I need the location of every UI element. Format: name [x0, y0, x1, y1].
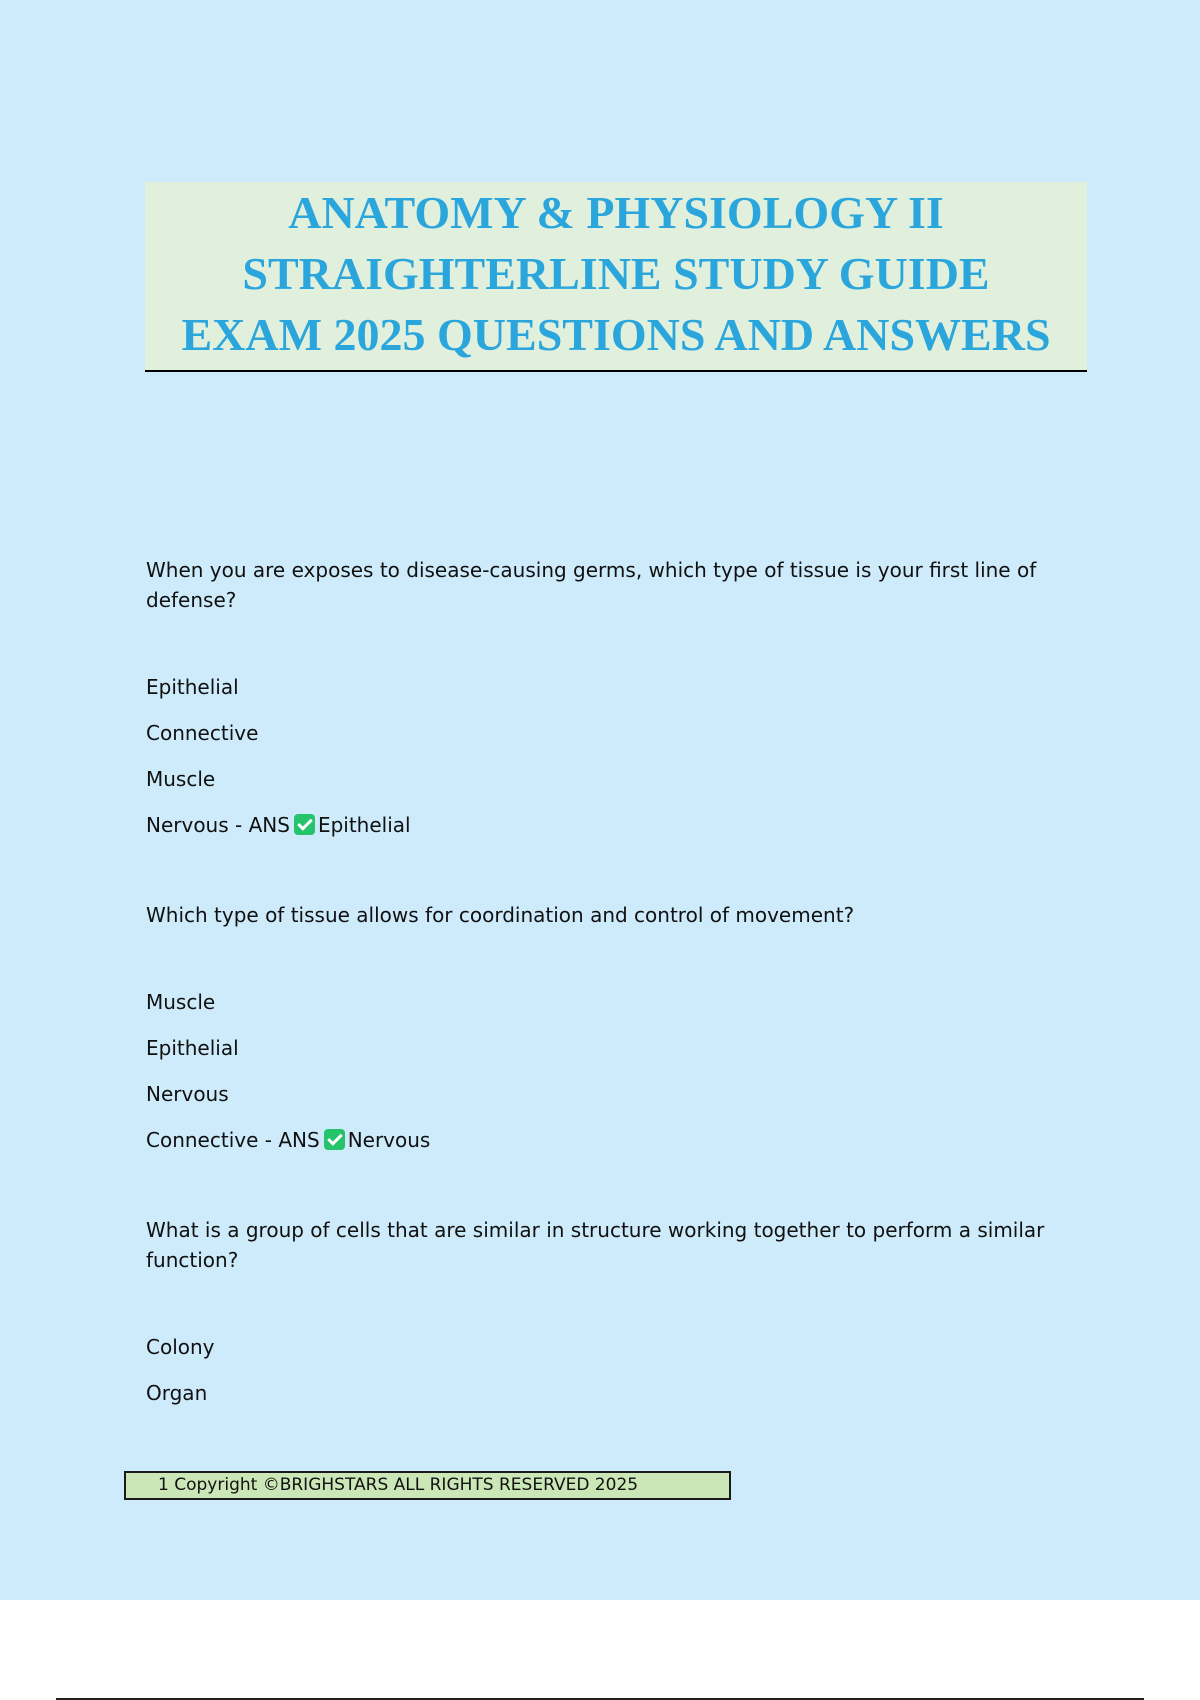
- question-text: Which type of tissue allows for coordination and control of movement?: [146, 903, 855, 927]
- question-block-2: [146, 900, 1046, 1155]
- answer-line: [146, 810, 1046, 840]
- option-item: Colony: [146, 1335, 215, 1359]
- option-item: Epithelial: [146, 675, 239, 699]
- check-mark-icon: [294, 814, 315, 835]
- title-line-2: STRAIGHTERLINE STUDY GUIDE: [242, 248, 990, 299]
- option-item: Nervous: [146, 813, 229, 837]
- questions-list: [146, 555, 1046, 1424]
- option-item: Organ: [146, 1381, 208, 1405]
- question-block-1: [146, 555, 1046, 840]
- copyright-footer: [124, 1471, 731, 1500]
- question-text: What is a group of cells that are similar in structure working together to perform a similar function?: [146, 1218, 1045, 1272]
- options-list: [146, 672, 1046, 840]
- question-text: When you are exposes to disease-causing germs, which type of tissue is your first line of defense?: [146, 558, 1037, 612]
- check-mark-icon: [324, 1129, 345, 1150]
- question-block-3: [146, 1215, 1046, 1408]
- option-item: Nervous: [146, 1082, 229, 1106]
- title-banner: [145, 182, 1087, 372]
- answer-line: [146, 1125, 1046, 1155]
- option-item: Muscle: [146, 990, 216, 1014]
- options-list: [146, 1332, 1046, 1408]
- answer-marker: - ANS: [235, 813, 290, 837]
- title-line-3: EXAM 2025 QUESTIONS AND ANSWERS: [181, 309, 1051, 360]
- title-line-1: ANATOMY & PHYSIOLOGY II: [288, 187, 944, 238]
- answer-text: Epithelial: [317, 813, 411, 837]
- option-item: Connective: [146, 1128, 259, 1152]
- option-item: Connective: [146, 721, 259, 745]
- copyright-text: Copyright ©BRIGHSTARS ALL RIGHTS RESERVED 2025: [174, 1475, 639, 1495]
- answer-text: Nervous: [347, 1128, 431, 1152]
- option-item: Epithelial: [146, 1036, 239, 1060]
- options-list: [146, 987, 1046, 1155]
- option-item: Muscle: [146, 767, 216, 791]
- answer-marker: - ANS: [264, 1128, 320, 1152]
- page-number: 1: [158, 1475, 169, 1495]
